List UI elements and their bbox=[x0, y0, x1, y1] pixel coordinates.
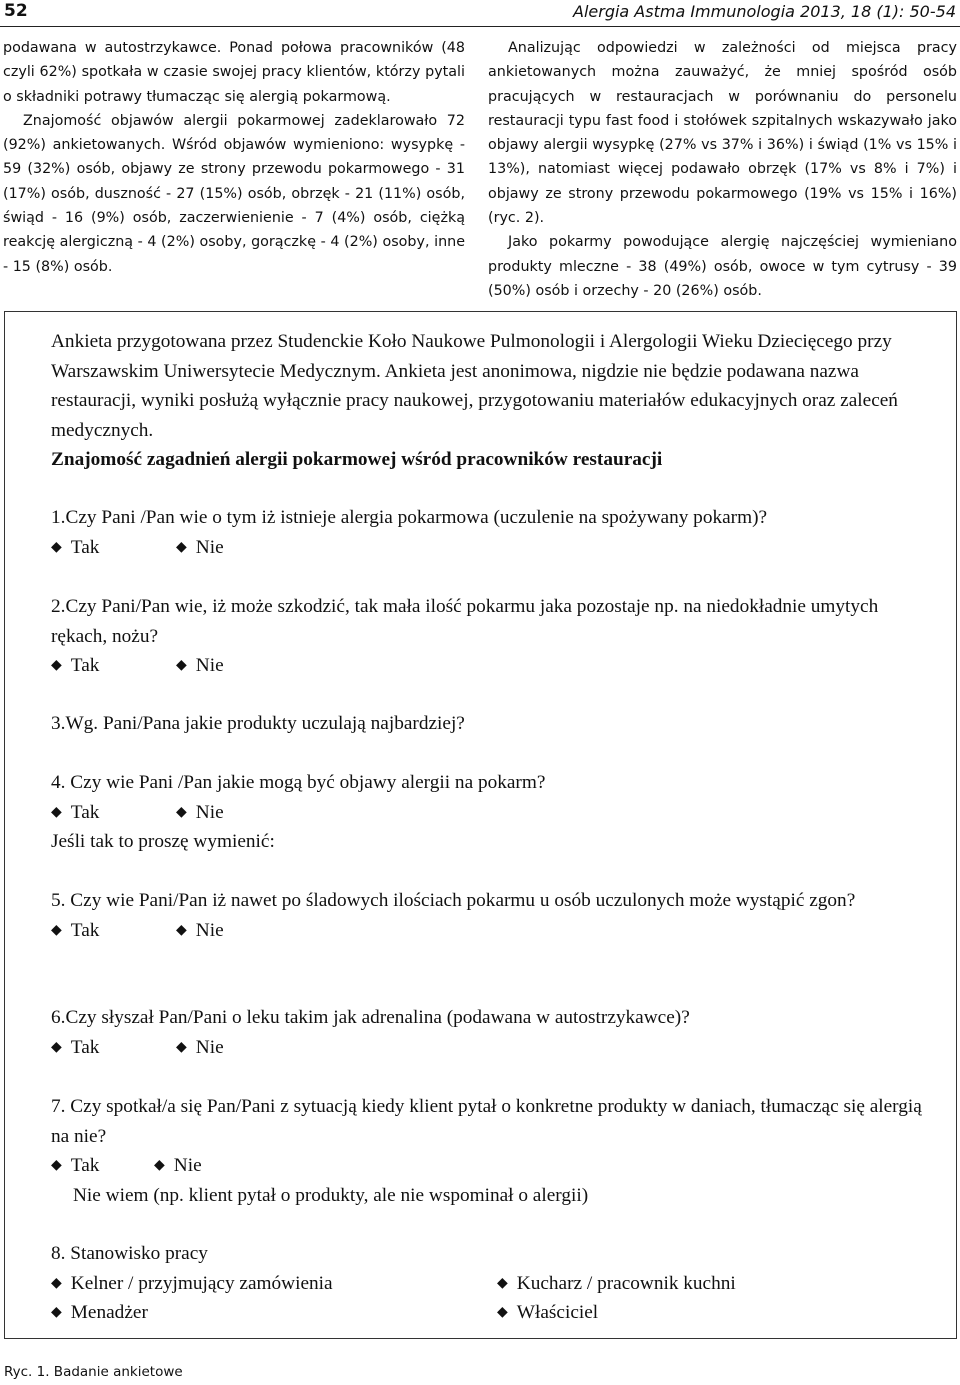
left-paragraph-1: podawana w autostrzykawce. Ponad połowa pracowników (48 czyli 62%) spotkała w czasie swojej pracy klientów, którzy pytali o składniki potrawy tłumacząc się alergią pokarmową. bbox=[3, 40, 465, 105]
q5-yes-label: Tak bbox=[70, 919, 100, 941]
q8-owner-label: Właściciel bbox=[516, 1302, 599, 1323]
q7-no-label: Nie bbox=[173, 1155, 202, 1176]
q6-yes-label: Tak bbox=[70, 1036, 100, 1058]
question-2-text: 2.Czy Pani/Pan wie, iż może szkodzić, tak mała ilość pokarmu jaka pozostaje np. na niedokładnie umytych rękach, nożu? bbox=[51, 596, 879, 647]
q2-option-yes[interactable] bbox=[51, 651, 176, 681]
diamond-bullet-icon: ◆ bbox=[176, 921, 187, 938]
q1-option-no[interactable] bbox=[176, 533, 224, 563]
q1-no-label: Nie bbox=[195, 536, 224, 558]
question-5-text: 5. Czy wie Pani/Pan iż nawet po śladowych ilościach pokarmu u osób uczulonych może wystąpić zgon? bbox=[51, 890, 856, 911]
survey-title: Znajomość zagadnień alergii pokarmowej wśród pracowników restauracji bbox=[51, 449, 663, 470]
question-6-options bbox=[51, 1033, 931, 1063]
q7-yes-label: Tak bbox=[70, 1155, 100, 1176]
q5-option-no[interactable] bbox=[176, 916, 224, 946]
question-8-options bbox=[51, 1269, 931, 1328]
diamond-bullet-icon: ◆ bbox=[176, 657, 187, 673]
question-1 bbox=[51, 503, 931, 562]
q4-no-label: Nie bbox=[195, 801, 224, 823]
q7-option-yes[interactable] bbox=[51, 1151, 154, 1181]
q8-manager-label: Menadżer bbox=[70, 1302, 148, 1323]
question-1-text: 1.Czy Pani /Pan wie o tym iż istnieje alergia pokarmowa (uczulenie na spożywany pokarm)? bbox=[51, 507, 768, 528]
header-rule bbox=[0, 26, 960, 27]
question-8-text: 8. Stanowisko pracy bbox=[51, 1243, 208, 1264]
diamond-bullet-icon: ◆ bbox=[51, 803, 62, 820]
q7-option-dont-know[interactable]: Nie wiem (np. klient pytał o produkty, ale nie wspominał o alergii) bbox=[73, 1184, 589, 1206]
q4-yes-label: Tak bbox=[70, 801, 100, 823]
question-4-follow-up: Jeśli tak to proszę wymienić: bbox=[51, 831, 275, 852]
question-3 bbox=[51, 709, 931, 739]
q6-option-yes[interactable] bbox=[51, 1033, 176, 1063]
q8-option-owner[interactable] bbox=[497, 1298, 897, 1328]
diamond-bullet-icon: ◆ bbox=[497, 1304, 508, 1320]
right-paragraph-2: Jako pokarmy powodujące alergię najczęściej wymieniano produkty mleczne - 38 (49%) osób, owoce w tym cytrusy - 39 (50%) osób i orzechy - 20 (26%) osób. bbox=[488, 234, 957, 299]
question-6-text: 6.Czy słyszał Pan/Pani o leku takim jak adrenalina (podawana w autostrzykawce)? bbox=[51, 1007, 690, 1028]
q8-option-cook[interactable] bbox=[497, 1269, 897, 1299]
question-7-text: 7. Czy spotkał/a się Pan/Pani z sytuacją kiedy klient pytał o konkretne produkty w daniach, tłumacząc się alergią na nie? bbox=[51, 1096, 922, 1147]
question-5-options bbox=[51, 916, 931, 946]
question-1-options bbox=[51, 533, 931, 563]
question-7-options bbox=[51, 1151, 931, 1181]
q6-option-no[interactable] bbox=[176, 1033, 224, 1063]
diamond-bullet-icon: ◆ bbox=[176, 538, 187, 555]
diamond-bullet-icon: ◆ bbox=[51, 921, 62, 938]
q5-option-yes[interactable] bbox=[51, 916, 176, 946]
survey-figure bbox=[4, 311, 957, 1339]
question-3-text: 3.Wg. Pani/Pana jakie produkty uczulają najbardziej? bbox=[51, 713, 465, 734]
question-5 bbox=[51, 886, 931, 945]
question-7 bbox=[51, 1092, 931, 1210]
q5-no-label: Nie bbox=[195, 919, 224, 941]
q1-yes-label: Tak bbox=[70, 536, 100, 558]
diamond-bullet-icon: ◆ bbox=[51, 1038, 62, 1055]
diamond-bullet-icon: ◆ bbox=[51, 538, 62, 555]
diamond-bullet-icon: ◆ bbox=[176, 803, 187, 820]
q6-no-label: Nie bbox=[195, 1036, 224, 1058]
right-paragraph-1: Analizując odpowiedzi w zależności od miejsca pracy ankietowanych można zauważyć, że mniej spośród osób pracujących w restauracjach w porównaniu do personelu restauracji typu fast food i stołówek szpitalnych wskazywało jako objawy alergii wysypkę (27% vs 37% i 36%) i świąd (1% vs 15% i 13%), natomiast więcej podawało obrzęk (17% vs 8% i 7%) i objawy ze strony przewodu pokarmowego (19% vs 15% i 16%) (ryc. 2). bbox=[488, 40, 957, 227]
diamond-bullet-icon: ◆ bbox=[154, 1157, 165, 1173]
page-number: 52 bbox=[4, 1, 28, 21]
survey-intro-text: Ankieta przygotowana przez Studenckie Koło Naukowe Pulmonologii i Alergologii Wieku Dziecięcego przy Warszawskim Uniwersytecie Medycznym. Ankieta jest anonimowa, nigdzie nie będzie podawana nazwa restauracji, wyniki posłużą wyłącznie pracy naukowej, przygotowaniu materiałów edukacyjnych oraz zaleceń medycznych. bbox=[51, 331, 898, 441]
survey-intro-block bbox=[51, 327, 931, 475]
diamond-bullet-icon: ◆ bbox=[51, 657, 62, 673]
q8-waiter-label: Kelner / przyjmujący zamówienia bbox=[70, 1272, 333, 1294]
question-4-options bbox=[51, 798, 931, 828]
diamond-bullet-icon: ◆ bbox=[176, 1038, 187, 1055]
diamond-bullet-icon: ◆ bbox=[51, 1274, 62, 1291]
q1-option-yes[interactable] bbox=[51, 533, 176, 563]
diamond-bullet-icon: ◆ bbox=[51, 1304, 62, 1320]
question-8 bbox=[51, 1239, 931, 1328]
diamond-bullet-icon: ◆ bbox=[51, 1157, 62, 1173]
q8-option-waiter[interactable] bbox=[51, 1269, 497, 1299]
left-column bbox=[3, 36, 465, 279]
question-4 bbox=[51, 768, 931, 857]
diamond-bullet-icon: ◆ bbox=[497, 1274, 508, 1291]
journal-citation: Alergia Astma Immunologia 2013, 18 (1): 50-54 bbox=[573, 2, 956, 21]
question-2-options bbox=[51, 651, 931, 681]
right-column bbox=[488, 36, 957, 303]
figure-caption: Ryc. 1. Badanie ankietowe bbox=[4, 1364, 183, 1380]
left-paragraph-2: Znajomość objawów alergii pokarmowej zadeklarowało 72 (92%) ankietowanych. Wśród objawów wymieniono: wysypkę - 59 (32%) osób, objawy ze strony przewodu pokarmowego - 31 (17%) osób, duszność - 27 (15%) osób, obrzęk - 21 (11%) osób, świąd - 16 (9%) osób, zaczerwienienie - 7 (4%) osób, ciężką reakcję alergiczną - 4 (2%) osoby, gorączkę - 4 (2%) osoby, inne - 15 (8%) osób. bbox=[3, 112, 465, 275]
question-4-text: 4. Czy wie Pani /Pan jakie mogą być objawy alergii na pokarm? bbox=[51, 772, 546, 793]
q8-option-manager[interactable] bbox=[51, 1298, 497, 1328]
question-6 bbox=[51, 1003, 931, 1062]
question-2 bbox=[51, 592, 931, 681]
q8-cook-label: Kucharz / pracownik kuchni bbox=[516, 1272, 736, 1294]
page-header bbox=[0, 0, 960, 28]
q4-option-yes[interactable] bbox=[51, 798, 176, 828]
q4-option-no[interactable] bbox=[176, 798, 224, 828]
q2-no-label: Nie bbox=[195, 655, 224, 676]
q7-option-no[interactable] bbox=[154, 1151, 202, 1181]
q2-yes-label: Tak bbox=[70, 655, 100, 676]
q2-option-no[interactable] bbox=[176, 651, 224, 681]
